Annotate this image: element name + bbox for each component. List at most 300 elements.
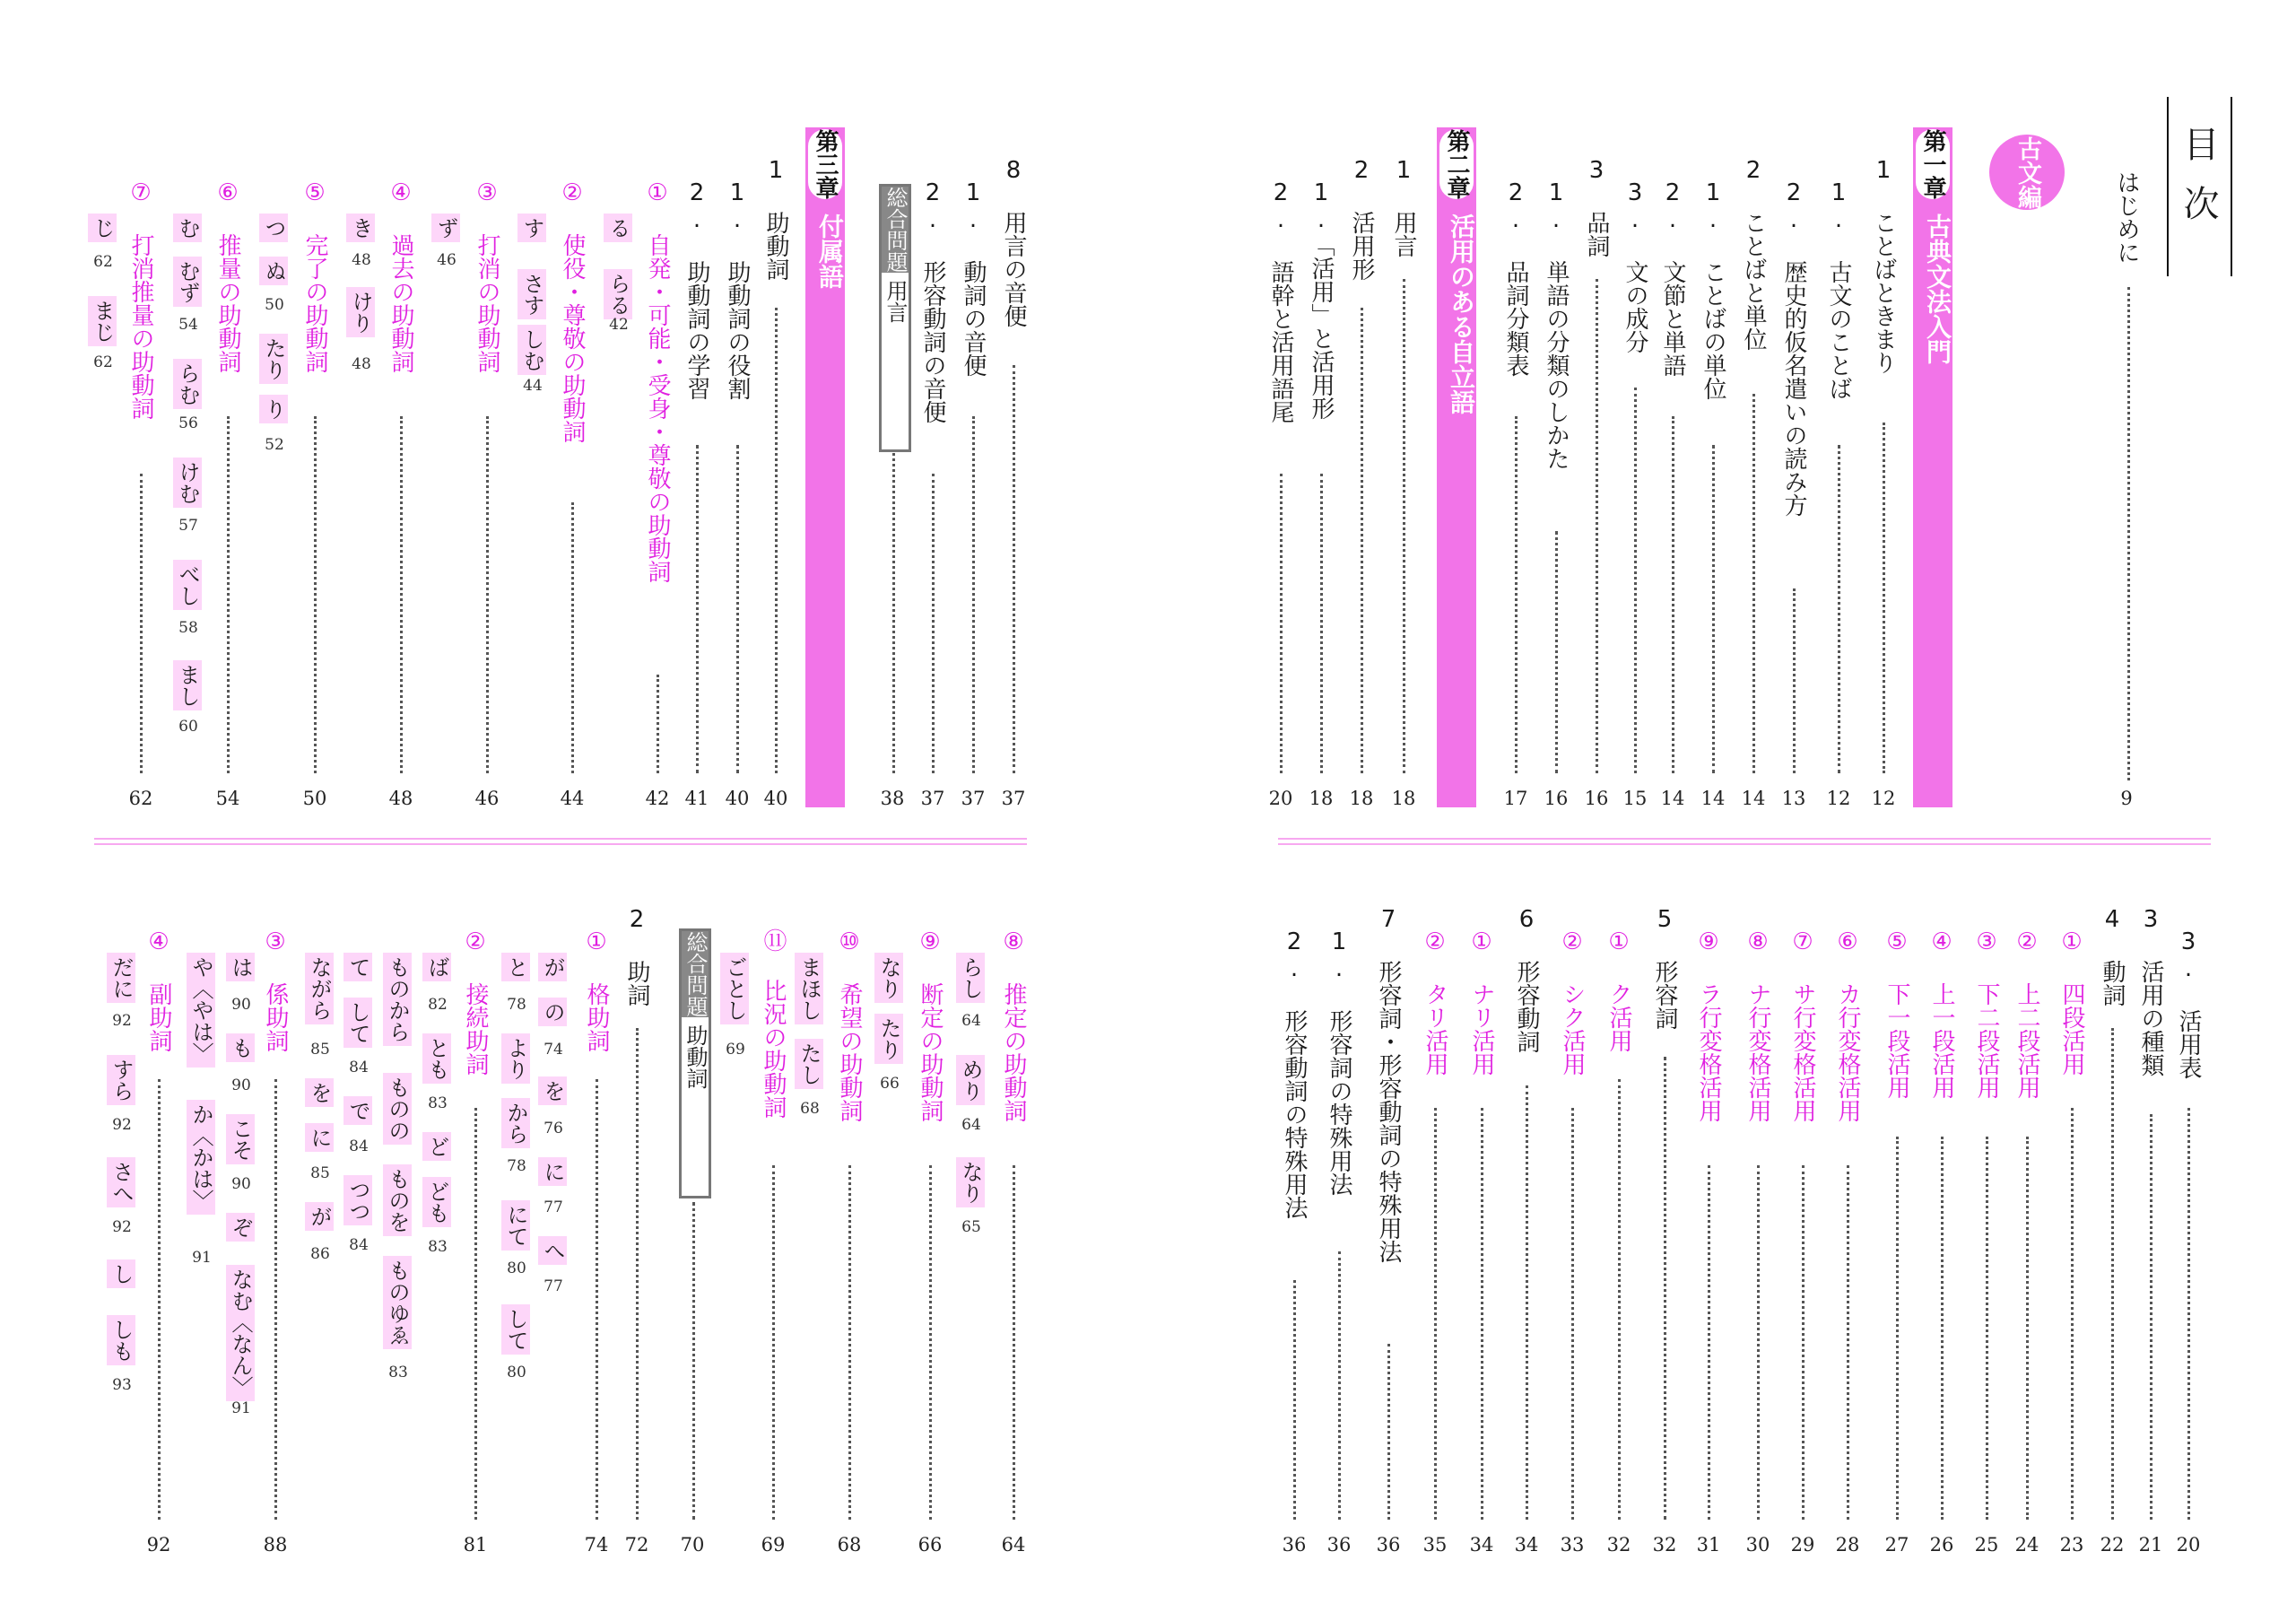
page-number: 16	[1584, 788, 1609, 809]
sub-page-number: 58	[178, 619, 198, 637]
sub-item-tag: ものから	[383, 953, 412, 1046]
page-number: 40	[763, 788, 788, 809]
page-number: 34	[1469, 1534, 1494, 1556]
page-number: 42	[645, 788, 670, 809]
leader-dots	[772, 1165, 775, 1520]
sub-item-tag: し	[107, 1259, 135, 1288]
sub-item-tag: ながら	[305, 953, 334, 1024]
sub-item-tag: にて	[501, 1200, 530, 1251]
sub-page-number: 65	[961, 1218, 981, 1236]
sub-page-number: 76	[544, 1120, 563, 1137]
sub-item-tag: と	[501, 953, 530, 981]
leader-dots	[1403, 279, 1405, 773]
page-number: 30	[1745, 1534, 1770, 1556]
sub-page-number: 92	[112, 1218, 132, 1236]
sub-item-tag: めり	[956, 1055, 985, 1105]
toc-entry: ⑤ 完了の助動詞	[301, 179, 328, 373]
sub-page-number: 83	[388, 1364, 408, 1381]
sub-item-tag: たり	[259, 334, 288, 384]
sub-item-tag: より	[501, 1033, 530, 1084]
sub-item-tag: ものゆゑ	[383, 1256, 412, 1349]
sub-item-tag: を	[538, 1076, 567, 1105]
hajime-entry: はじめに	[2113, 170, 2140, 264]
sub-page-number: 48	[352, 251, 371, 269]
sub-page-number: 48	[352, 355, 371, 373]
sub-item-tag: とも	[422, 1033, 451, 1084]
page-number: 68	[837, 1534, 862, 1556]
leader-dots	[1280, 474, 1283, 773]
page-number: 70	[680, 1534, 705, 1556]
page-number: 34	[1514, 1534, 1539, 1556]
toc-entry: 1. 単語の分類のしかた	[1543, 179, 1570, 470]
sub-item-tag: らる	[604, 269, 632, 319]
leader-dots	[2127, 287, 2130, 780]
leader-dots	[1757, 1165, 1760, 1520]
leader-dots	[1361, 308, 1363, 773]
toc-entry: 5 形容詞	[1651, 906, 1678, 1030]
leader-dots	[1672, 416, 1674, 773]
sogo-box-yougen	[879, 184, 911, 452]
page-number: 35	[1422, 1534, 1448, 1556]
sub-item-tag: しも	[107, 1315, 135, 1365]
sub-item-tag: すら	[107, 1055, 135, 1105]
page-number: 36	[1282, 1534, 1307, 1556]
toc-entry: 1 ことばときまり	[1870, 157, 1897, 374]
page-number: 28	[1835, 1534, 1860, 1556]
page-number: 54	[215, 788, 240, 809]
page-number: 29	[1790, 1534, 1815, 1556]
page-number: 24	[2014, 1534, 2039, 1556]
leader-dots	[736, 445, 739, 773]
sub-item-tag: なり	[874, 953, 903, 1003]
leader-dots	[1293, 1280, 1296, 1520]
toc-entry: ⑧ ナ行変格活用	[1744, 928, 1771, 1122]
toc-entry: 2. 文節と単語	[1659, 179, 1686, 377]
leader-dots	[140, 474, 143, 773]
leader-dots	[1752, 394, 1755, 773]
leader-dots	[1838, 445, 1840, 773]
sub-item-tag: ごとし	[720, 953, 749, 1024]
toc-entry: 2. 品詞分類表	[1502, 179, 1529, 377]
leader-dots	[1896, 1137, 1899, 1520]
toc-entry: ① ナリ活用	[1468, 928, 1495, 1076]
leader-dots	[2187, 1108, 2190, 1520]
page-number: 26	[1929, 1534, 1954, 1556]
chapter-title: 付属語	[815, 214, 845, 289]
toc-entry: 2. 形容動詞の特殊用法	[1281, 928, 1308, 1219]
sub-item-tag: ば	[422, 953, 451, 981]
leader-dots	[657, 675, 659, 773]
leader-dots	[1618, 1079, 1621, 1520]
chapter-band-1	[1913, 127, 1952, 807]
sub-item-tag: たし	[795, 1039, 823, 1089]
sub-page-number: 77	[544, 1198, 563, 1216]
toc-entry: ④ 副助詞	[145, 928, 172, 1052]
sub-item-tag: しむ	[517, 325, 546, 375]
page-number: 13	[1781, 788, 1806, 809]
title-rule	[2167, 97, 2169, 276]
toc-entry: 2 助詞	[623, 906, 650, 1007]
page-number: 27	[1884, 1534, 1909, 1556]
toc-entry: ③ 下二段活用	[1973, 928, 2000, 1099]
chapter-number: 第三章	[808, 129, 842, 199]
toc-entry: ⑤ 下一段活用	[1883, 928, 1910, 1099]
sub-item-tag: だに	[107, 953, 135, 1003]
leader-dots	[1986, 1137, 1988, 1520]
page-number: 62	[128, 788, 153, 809]
page-number: 21	[2138, 1534, 2163, 1556]
toc-entry: ⑨ ラ行変格活用	[1695, 928, 1722, 1122]
page-title: 目次	[2178, 126, 2219, 244]
page-number: 17	[1503, 788, 1528, 809]
sub-item-tag: に	[305, 1123, 334, 1152]
toc-entry: ⑥ 推量の助動詞	[214, 179, 241, 373]
sub-page-number: 62	[93, 353, 113, 371]
page-number: 44	[560, 788, 585, 809]
page-number: 88	[263, 1534, 288, 1556]
leader-dots	[1793, 588, 1796, 773]
toc-entry: 2. 歴史的仮名遣いの読み方	[1780, 179, 1807, 517]
toc-entry: ⑧ 推定の助動詞	[1000, 928, 1027, 1122]
leader-dots	[2150, 1114, 2152, 1520]
sub-item-tag: む	[173, 214, 202, 242]
sogo-label: 総合問題	[883, 187, 908, 273]
leader-dots	[1434, 1108, 1437, 1520]
page-number: 50	[302, 788, 327, 809]
page-number: 64	[1001, 1534, 1026, 1556]
page-number: 40	[725, 788, 750, 809]
toc-entry: ④ 過去の助動詞	[387, 179, 414, 373]
sub-item-tag: も	[226, 1033, 255, 1062]
leader-dots	[1712, 445, 1715, 773]
leader-dots	[892, 453, 895, 773]
leader-dots	[1708, 1165, 1710, 1520]
toc-entry: ⑪ 比況の助動詞	[760, 928, 787, 1119]
page-number: 16	[1544, 788, 1569, 809]
sub-item-tag: さす	[517, 269, 546, 319]
toc-entry: 1.「活用」と活用形	[1308, 179, 1335, 420]
toc-entry: ② 接続助詞	[462, 928, 489, 1076]
sub-page-number: 85	[310, 1164, 330, 1182]
sub-page-number: 83	[428, 1238, 448, 1256]
sub-page-number: 74	[544, 1041, 563, 1059]
page-number: 14	[1660, 788, 1685, 809]
page-number: 36	[1326, 1534, 1352, 1556]
sub-item-tag: らむ	[173, 359, 202, 409]
page-number: 37	[961, 788, 986, 809]
leader-dots	[2111, 1028, 2114, 1520]
section-divider	[94, 838, 1027, 845]
toc-entry: 2. 形容動詞の音便	[919, 179, 946, 423]
leader-dots	[1013, 365, 1015, 773]
leader-dots	[274, 1079, 277, 1520]
toc-entry: 2 活用形	[1348, 157, 1375, 281]
sub-item-tag: じ	[88, 214, 117, 242]
sub-page-number: 93	[112, 1376, 132, 1394]
leader-dots	[1555, 531, 1558, 773]
page-number: 32	[1606, 1534, 1631, 1556]
toc-entry: ⑦ 打消推量の助動詞	[127, 179, 154, 420]
toc-entry: ⑩ 希望の助動詞	[836, 928, 863, 1122]
sub-page-number: 91	[231, 1399, 251, 1417]
sub-page-number: 46	[437, 251, 457, 269]
leader-dots	[1571, 1108, 1574, 1520]
sub-item-tag: つつ	[344, 1175, 372, 1225]
leader-dots	[1013, 1165, 1015, 1520]
sub-page-number: 92	[112, 1116, 132, 1134]
sub-item-tag: り	[259, 395, 288, 423]
sub-item-tag: ど	[422, 1132, 451, 1161]
leader-dots	[314, 416, 317, 773]
toc-entry: 6 形容動詞	[1513, 906, 1540, 1053]
toc-entry: 1. 動詞の音便	[960, 179, 987, 377]
sub-page-number: 82	[428, 996, 448, 1014]
chapter-band-3	[805, 127, 845, 807]
page-number: 25	[1974, 1534, 1999, 1556]
sub-item-tag: けむ	[173, 458, 202, 508]
sub-page-number: 56	[178, 414, 198, 432]
toc-entry: ⑥ カ行変格活用	[1834, 928, 1861, 1122]
leader-dots	[932, 474, 935, 773]
sub-page-number: 84	[349, 1137, 369, 1155]
page-number: 15	[1622, 788, 1648, 809]
sub-item-tag: で	[344, 1096, 372, 1125]
leader-dots	[596, 1079, 598, 1520]
sogo-box-jodoushi	[679, 928, 711, 1198]
page-number: 9	[2120, 788, 2133, 809]
toc-entry: 8 用言の音便	[1000, 157, 1027, 327]
toc-entry: 2. 語幹と活用語尾	[1267, 179, 1294, 423]
leader-dots	[1883, 423, 1885, 773]
toc-entry: ① ク活用	[1605, 928, 1632, 1052]
leader-dots	[1515, 416, 1518, 773]
sub-item-tag: か〈かは〉	[187, 1100, 215, 1215]
sub-page-number: 90	[231, 1175, 251, 1193]
leader-dots	[2071, 1108, 2074, 1520]
sub-page-number: 80	[507, 1364, 526, 1381]
sub-page-number: 57	[178, 517, 198, 535]
sub-item-tag: べし	[173, 560, 202, 610]
toc-entry: ① 自発・可能・受身・尊敬の助動詞	[644, 179, 671, 583]
sub-page-number: 66	[880, 1075, 900, 1093]
sub-item-tag: から	[501, 1098, 530, 1148]
toc-entry: 1 用言	[1390, 157, 1417, 257]
sub-page-number: 83	[428, 1094, 448, 1112]
page-number: 18	[1349, 788, 1374, 809]
toc-entry: 3. 活用表	[2175, 928, 2202, 1079]
sub-item-tag: まし	[173, 660, 202, 710]
page-number: 33	[1560, 1534, 1585, 1556]
page-number: 81	[463, 1534, 488, 1556]
sub-item-tag: して	[501, 1304, 530, 1355]
page-number: 23	[2059, 1534, 2084, 1556]
sub-item-tag: の	[538, 998, 567, 1026]
page-number: 48	[388, 788, 413, 809]
leader-dots	[486, 416, 489, 773]
sub-item-tag: る	[604, 214, 632, 242]
sub-page-number: 64	[961, 1116, 981, 1134]
section-divider	[1278, 838, 2211, 845]
leader-dots	[1941, 1137, 1944, 1520]
leader-dots	[474, 1108, 477, 1520]
page-number: 32	[1652, 1534, 1677, 1556]
sub-page-number: 84	[349, 1236, 369, 1254]
leader-dots	[1847, 1165, 1849, 1520]
leader-dots	[2026, 1137, 2029, 1520]
sub-page-number: 44	[523, 377, 543, 395]
page-number: 20	[2176, 1534, 2201, 1556]
sub-page-number: 77	[544, 1277, 563, 1295]
toc-entry: 1. 助動詞の役割	[724, 179, 751, 400]
toc-entry: ③ 係助詞	[262, 928, 289, 1052]
sub-page-number: 80	[507, 1259, 526, 1277]
kobun-badge: 古文編	[1989, 135, 2065, 210]
sub-page-number: 54	[178, 316, 198, 334]
toc-entry: ③ 打消の助動詞	[474, 179, 500, 373]
chapter-title: 活用のある自立語	[1447, 214, 1476, 414]
leader-dots	[1481, 1108, 1483, 1520]
toc-entry: ② 上二段活用	[2013, 928, 2040, 1099]
page-number: 72	[624, 1534, 649, 1556]
sub-item-tag: して	[344, 998, 372, 1048]
sub-page-number: 78	[507, 996, 526, 1014]
sogo-label: 総合問題	[683, 931, 708, 1017]
sub-item-tag: つ	[259, 214, 288, 242]
sub-page-number: 90	[231, 1076, 251, 1094]
toc-entry: ⑨ 断定の助動詞	[917, 928, 944, 1122]
page-number: 20	[1268, 788, 1293, 809]
toc-entry: ⑦ サ行変格活用	[1789, 928, 1816, 1122]
chapter-band-2	[1437, 127, 1476, 807]
leader-dots	[972, 416, 975, 773]
page-number: 18	[1391, 788, 1416, 809]
page-number: 14	[1741, 788, 1766, 809]
toc-entry: 2 ことばと単位	[1740, 157, 1767, 351]
page-number: 37	[920, 788, 945, 809]
leader-dots	[1526, 1085, 1528, 1520]
sub-item-tag: は	[226, 953, 255, 981]
title-rule	[2231, 97, 2232, 276]
page-number: 92	[146, 1534, 171, 1556]
page-number: 74	[584, 1534, 609, 1556]
page-number: 18	[1309, 788, 1334, 809]
sub-page-number: 85	[310, 1041, 330, 1059]
toc-entry: 4 動詞	[2099, 906, 2126, 1007]
sub-item-tag: むず	[173, 257, 202, 307]
toc-entry: ② タリ活用	[1422, 928, 1448, 1076]
sub-item-tag: まほし	[795, 953, 823, 1024]
leader-dots	[636, 1028, 639, 1520]
sub-item-tag: ず	[431, 214, 460, 242]
sub-page-number: 50	[265, 296, 284, 314]
leader-dots	[1634, 388, 1637, 773]
toc-entry: 3. 文の成分	[1622, 179, 1648, 353]
page-number: 41	[684, 788, 709, 809]
sub-item-tag: ものの	[383, 1073, 412, 1145]
sub-item-tag: が	[305, 1202, 334, 1231]
toc-entry: 1. 形容詞の特殊用法	[1326, 928, 1352, 1196]
toc-entry: 1. ことばの単位	[1700, 179, 1726, 400]
sub-item-tag: らし	[956, 953, 985, 1003]
leader-dots	[1802, 1165, 1805, 1520]
sub-item-tag: なり	[956, 1157, 985, 1207]
sub-page-number: 42	[609, 316, 629, 334]
page-number: 12	[1826, 788, 1851, 809]
sub-page-number: 78	[507, 1157, 526, 1175]
toc-entry: ④ 上一段活用	[1928, 928, 1955, 1099]
sub-item-tag: き	[346, 214, 375, 242]
leader-dots	[848, 1165, 851, 1520]
sogo-topic: 用言	[883, 280, 908, 323]
sub-item-tag: を	[305, 1078, 334, 1107]
sub-item-tag: たり	[874, 1014, 903, 1064]
toc-entry: 3 活用の種類	[2137, 906, 2164, 1076]
chapter-number: 第一章	[1916, 129, 1950, 199]
sub-item-tag: こそ	[226, 1114, 255, 1164]
sub-page-number: 84	[349, 1059, 369, 1076]
leader-dots	[929, 1165, 932, 1520]
sub-page-number: 90	[231, 996, 251, 1014]
sub-page-number: 60	[178, 718, 198, 736]
leader-dots	[696, 445, 699, 773]
page-number: 36	[1376, 1534, 1401, 1556]
toc-entry: 1 助動詞	[762, 157, 789, 281]
leader-dots	[775, 308, 778, 773]
page-number: 66	[918, 1534, 943, 1556]
page-number: 38	[880, 788, 905, 809]
sub-item-tag: す	[517, 214, 546, 242]
sub-page-number: 64	[961, 1012, 981, 1030]
sub-item-tag: ものを	[383, 1164, 412, 1236]
sub-page-number: 52	[265, 436, 284, 454]
leader-dots	[227, 416, 230, 773]
leader-dots	[1664, 1057, 1666, 1520]
chapter-title: 古典文法入門	[1923, 214, 1952, 364]
toc-entry: 7 形容詞・形容動詞の特殊用法	[1375, 906, 1402, 1263]
toc-entry: 1. 古文のことば	[1825, 179, 1852, 400]
page-number: 46	[474, 788, 500, 809]
sub-page-number: 86	[310, 1245, 330, 1263]
leader-dots	[692, 1202, 695, 1520]
sogo-topic: 助動詞	[683, 1024, 708, 1089]
sub-item-tag: に	[538, 1157, 567, 1186]
sub-item-tag: なむ〈なん〉	[226, 1265, 255, 1401]
sub-page-number: 92	[112, 1012, 132, 1030]
sub-item-tag: けり	[346, 287, 375, 337]
page-number: 14	[1700, 788, 1726, 809]
leader-dots	[1338, 1251, 1341, 1520]
page-number: 37	[1001, 788, 1026, 809]
leader-dots	[400, 416, 403, 773]
toc-entry: 3 品詞	[1583, 157, 1610, 257]
sub-page-number: 91	[192, 1249, 212, 1267]
leader-dots	[1596, 279, 1598, 773]
sub-item-tag: ぬ	[259, 257, 288, 285]
toc-entry: ② 使役・尊敬の助動詞	[559, 179, 586, 443]
chapter-number: 第二章	[1439, 129, 1474, 199]
sub-item-tag: ども	[422, 1177, 451, 1227]
sub-item-tag: や〈やは〉	[187, 953, 215, 1068]
page-number: 12	[1871, 788, 1896, 809]
toc-entry: 2. 助動詞の学習	[683, 179, 710, 400]
sub-item-tag: さへ	[107, 1157, 135, 1207]
sub-item-tag: ぞ	[226, 1213, 255, 1242]
sub-page-number: 68	[800, 1100, 820, 1118]
leader-dots	[158, 1079, 161, 1520]
page-number: 22	[2100, 1534, 2125, 1556]
sub-item-tag: へ	[538, 1236, 567, 1265]
sub-item-tag: まじ	[88, 296, 117, 346]
